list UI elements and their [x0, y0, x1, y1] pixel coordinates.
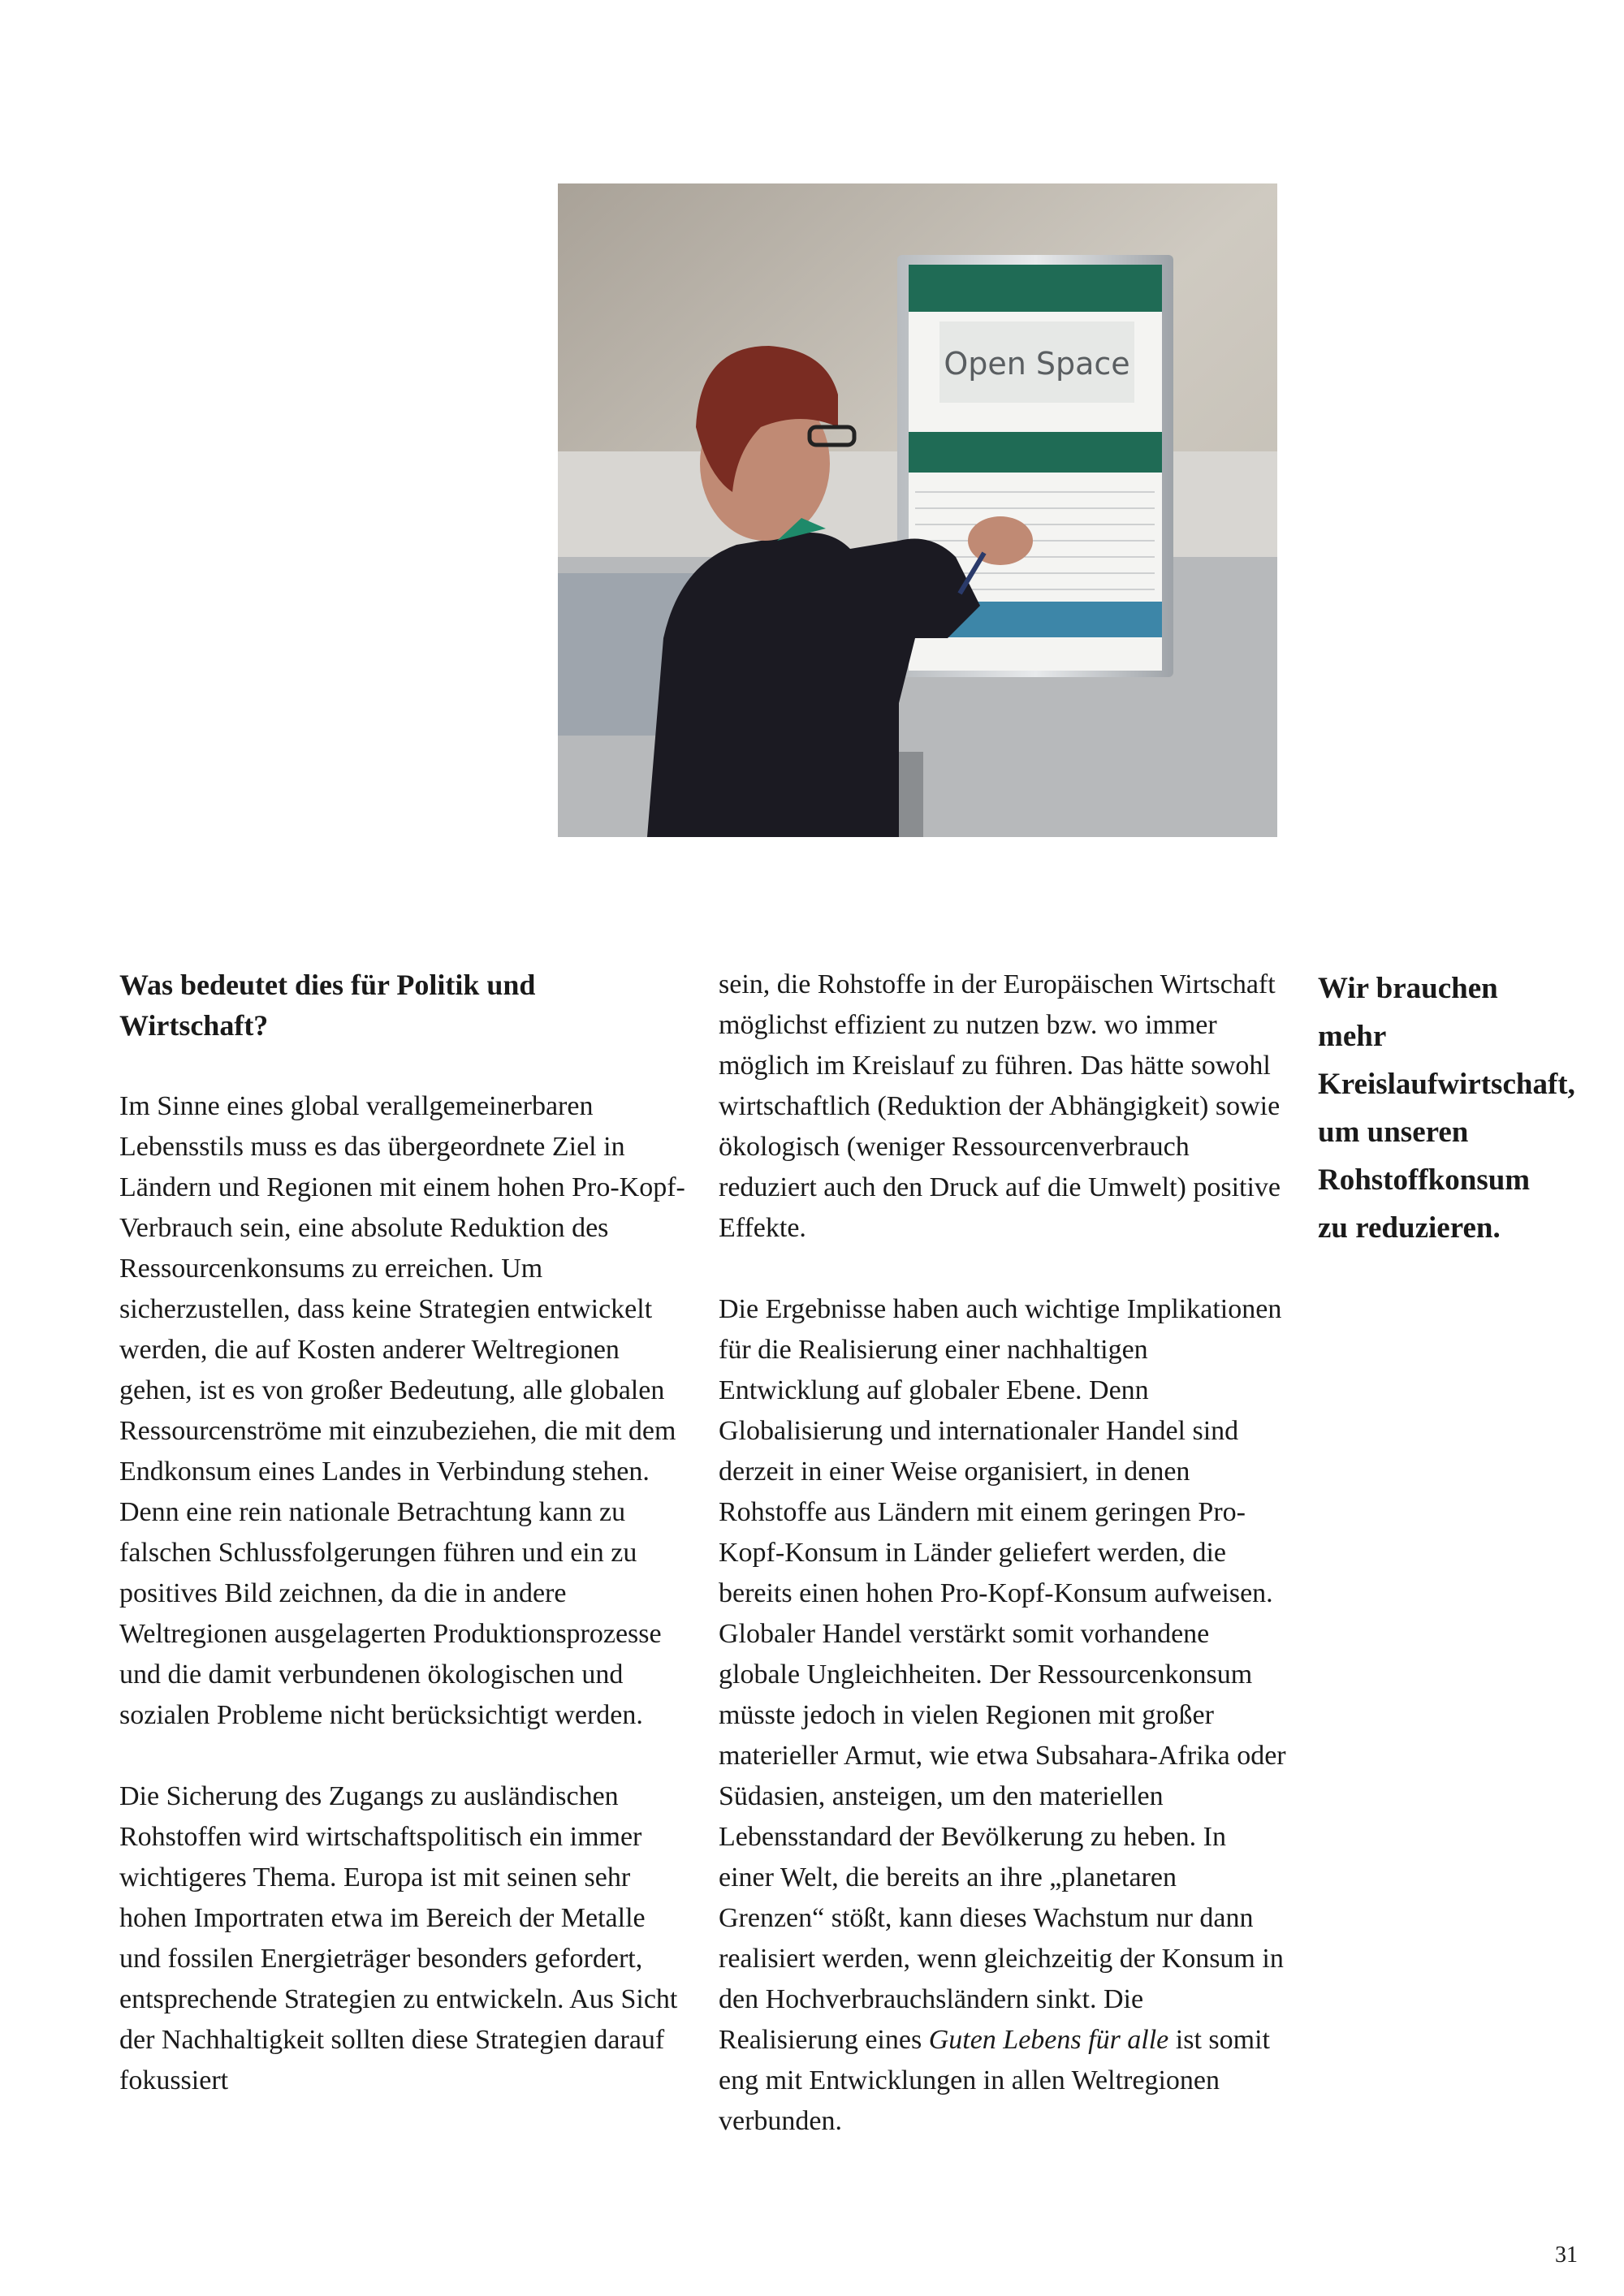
paragraph-text: Die Ergebnisse haben auch wichtige Implikationen für die Realisierung einer nachhaltigen Entwicklung auf globaler Ebene. Denn Globalisierung und internationaler Handel sind derzeit in einer Weise organisiert, in denen Rohstoffe aus Ländern mit einem geringen Pro-Kopf-Konsum in Länder geliefert werden, die bereits einen hohen Pro-Kopf-Konsum aufweisen. Globaler Handel verstärkt somit vorhandene globale Ungleichheiten. Der Ressourcenkonsum müsste jedoch in vielen Regionen mit großer materieller Armut, wie etwa Subsahara-Afrika oder Südasien, ansteigen, um den materiellen Lebensstandard der Bevölkerung zu heben. In einer Welt, die bereits an ihre „planetaren Grenzen“ stößt, kann dieses Wachstum nur dann realisiert werden, wenn gleichzeitig der Konsum in den Hochverbrauchsländern sinkt. Die Realisierung eines	[719, 1294, 1286, 2055]
sign-title: Open Space	[944, 346, 1130, 382]
paragraph-text: ist somit eng mit Entwicklungen in allen Weltregionen verbunden.	[719, 2025, 1270, 2136]
paragraph: Im Sinne eines global verallgemeinerbaren Lebensstils muss es das übergeordnete Ziel in Ländern und Regionen mit einem hohen Pro-Kopf-Verbrauch sein, eine absolute Reduktion des Ressourcenkonsums zu erreichen. Um sicherzustellen, dass keine Strategien entwickelt werden, die auf Kosten anderer Weltregionen gehen, ist es von großer Bedeutung, alle globalen Ressourcenströme mit einzubeziehen, die mit dem Endkonsum eines Landes in Verbindung stehen. Denn eine rein nationale Betrachtung kann zu falschen Schlussfolgerungen führen und ein zu positives Bild zeichnen, da die in andere Weltregionen ausgelagerten Produktionsprozesse und die damit verbundenen ökologischen und sozialen Probleme nicht berücksichtigt werden.	[119, 1091, 685, 1730]
paragraph: sein, die Rohstoffe in der Europäischen Wirtschaft möglichst effizient zu nutzen bzw. wo immer möglich im Kreislauf zu führen. Das hätte sowohl wirtschaftlich (Reduktion der Abhängigkeit) sowie ökologisch (weniger Ressourcenverbrauch reduziert auch den Druck auf die Umwelt) positive Effekte.	[719, 969, 1281, 1243]
paragraph	[719, 1289, 1287, 2142]
photo-open-space	[558, 183, 1277, 837]
photo-illustration	[558, 183, 1277, 837]
page-number: 31	[1555, 2242, 1578, 2268]
column-left	[119, 965, 688, 2101]
section-heading: Was bedeutet dies für Politik und Wirtschaft?	[119, 969, 536, 1042]
column-middle	[719, 965, 1287, 2142]
paragraph: Die Sicherung des Zugangs zu ausländischen Rohstoffen wird wirtschaftspolitisch ein immer wichtigeres Thema. Europa ist mit seinen sehr hohen Importraten etwa im Bereich der Metalle und fossilen Energieträger besonders gefordert, entsprechende Strategien zu entwickeln. Aus Sicht der Nachhaltigkeit sollten diese Strategien darauf fokussiert	[119, 1781, 678, 2095]
pull-quote: Wir brauchen mehr Kreislaufwirtschaft, um unseren Rohstoffkonsum zu reduzieren.	[1318, 972, 1575, 1245]
emphasis-text: Guten Lebens für alle	[928, 2025, 1169, 2055]
